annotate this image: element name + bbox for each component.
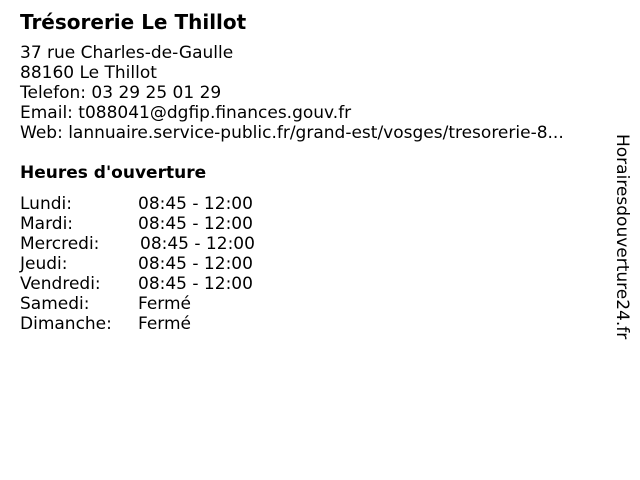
time-value: 08:45 - 12:00 [138,254,253,274]
web-line: Web: lannuaire.service-public.fr/grand-est/vosges/tresorerie-8... [20,123,564,143]
day-label: Mardi: [20,214,74,234]
email-line: Email: t088041@dgfip.finances.gouv.fr [20,103,352,123]
phone-line: Telefon: 03 29 25 01 29 [20,83,222,103]
day-label: Lundi: [20,194,72,214]
site-watermark: Horairesdouverture24.fr [612,134,632,340]
day-label: Dimanche: [20,314,112,334]
day-label: Vendredi: [20,274,101,294]
time-value: 08:45 - 12:00 [140,234,255,254]
time-value: 08:45 - 12:00 [138,274,253,294]
day-label: Samedi: [20,294,90,314]
day-label: Jeudi: [20,254,68,274]
page-title: Trésorerie Le Thillot [20,10,247,34]
time-value: 08:45 - 12:00 [138,194,253,214]
opening-hours-heading: Heures d'ouverture [20,163,207,183]
street-address: 37 rue Charles-de-Gaulle [20,43,234,63]
postal-city: 88160 Le Thillot [20,63,157,83]
contact-details [20,43,564,143]
time-value: Fermé [138,314,192,334]
time-value: 08:45 - 12:00 [138,214,253,234]
day-label: Mercredi: [20,234,100,254]
time-value: Fermé [138,294,192,314]
